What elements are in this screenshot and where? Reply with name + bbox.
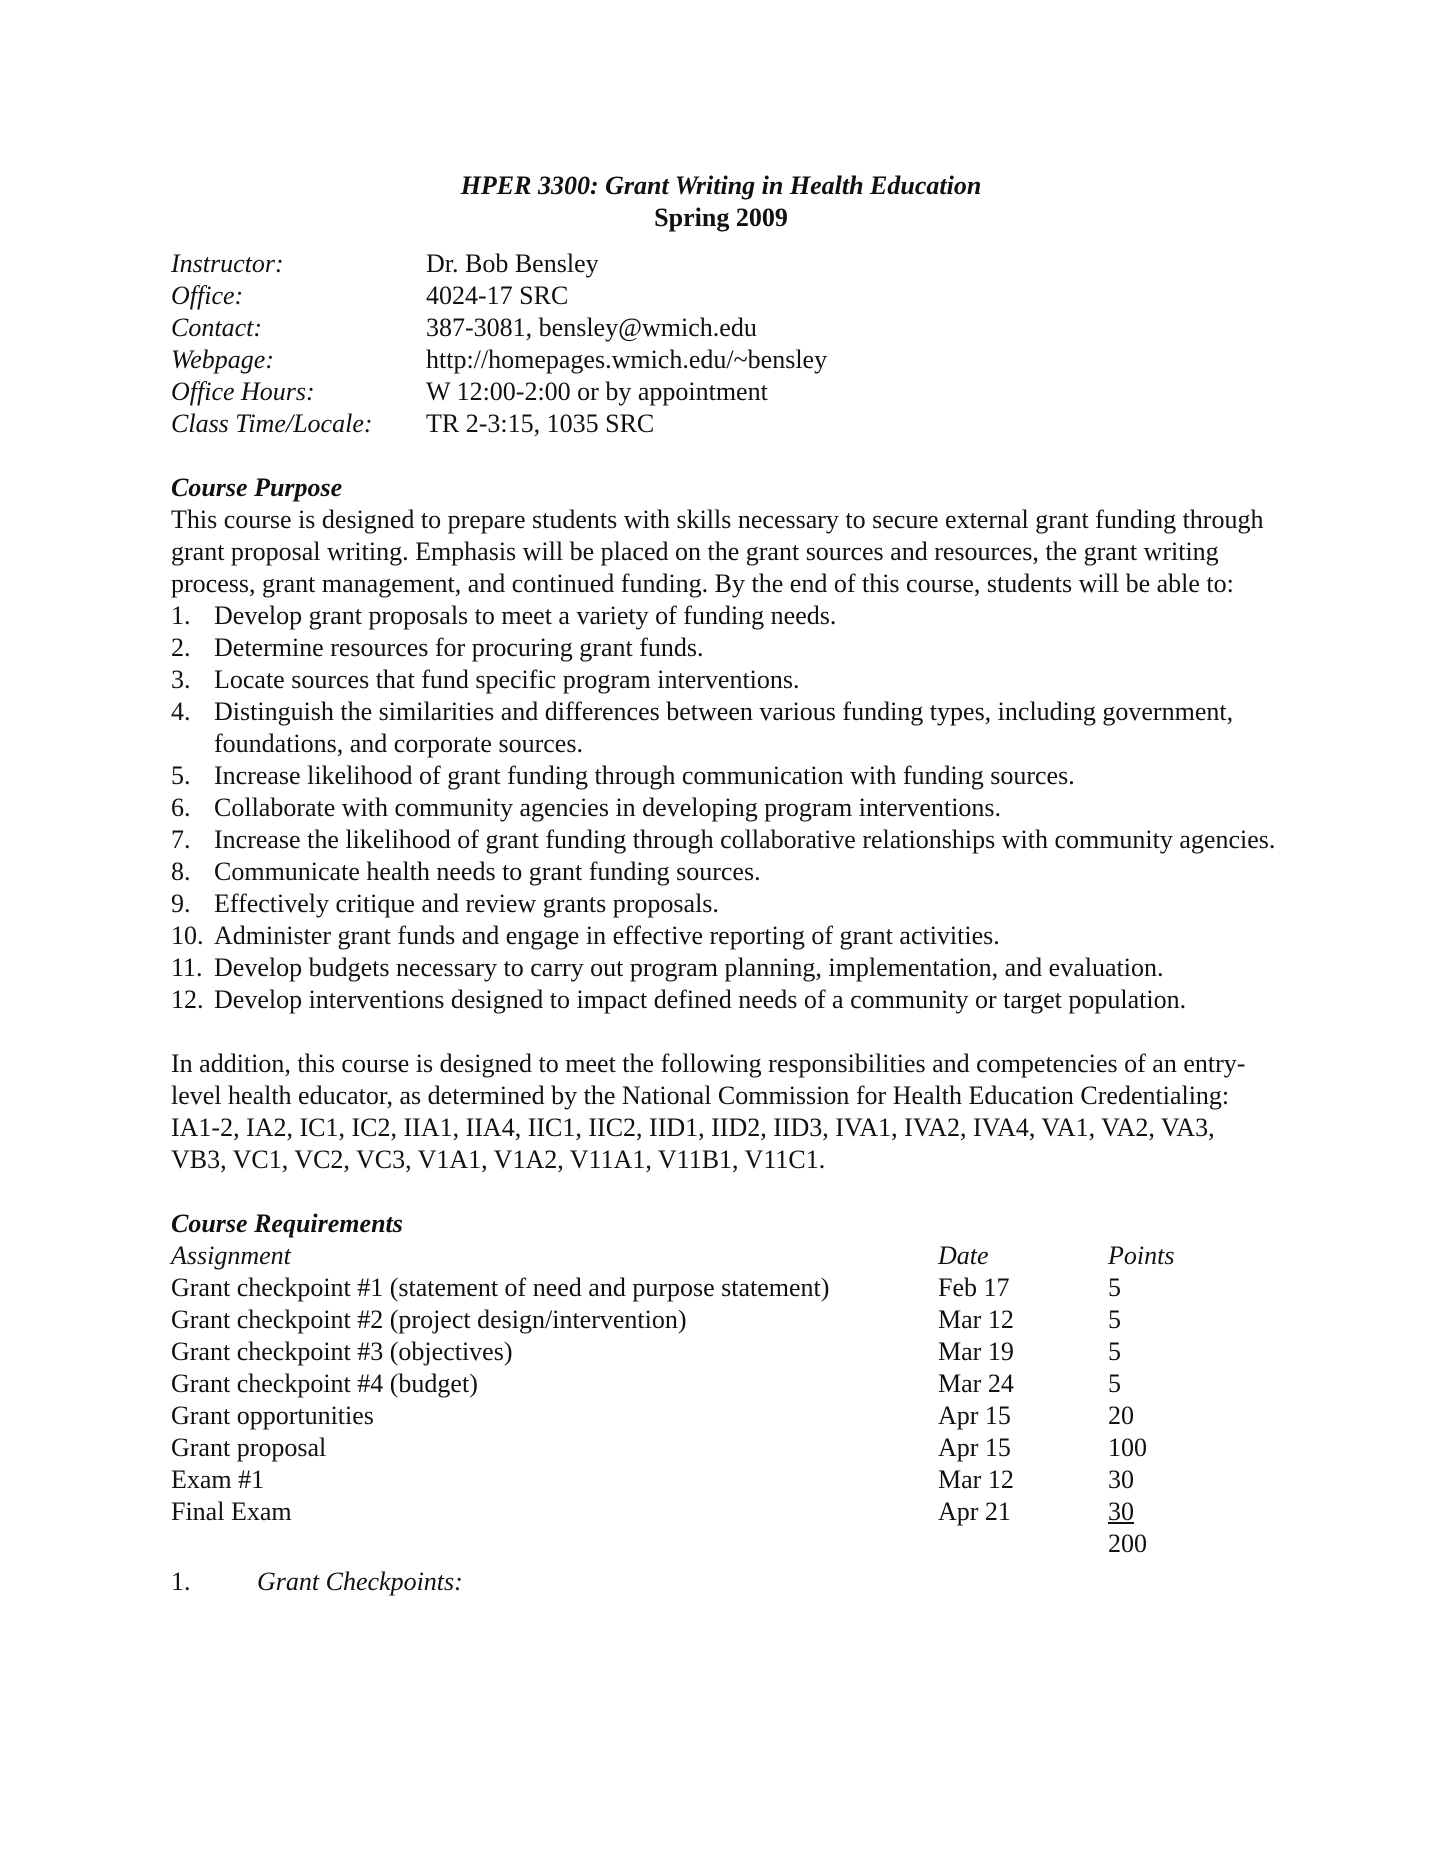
date-cell: Apr 15 [938,1433,1011,1462]
info-value: http://homepages.wmich.edu/~bensley [426,345,828,374]
assignment-cell: Exam #1 [171,1465,265,1494]
list-item [171,696,1291,760]
info-value: 4024-17 SRC [426,281,569,310]
list-text: Increase likelihood of grant funding through communication with funding sources. [214,761,1075,790]
course-purpose-intro: This course is designed to prepare students with skills necessary to secure external grant funding through grant proposal writing. Emphasis will be placed on the grant sources and resources, the grant writing process, grant management, and continued funding. By the end of this course, students will be able to: [171,505,1264,598]
table-header-row [171,1240,1258,1272]
grant-checkpoints-heading [171,1566,1301,1598]
list-number: 10. [171,921,204,950]
list-text: Effectively critique and review grants proposals. [214,889,719,918]
date-cell: Mar 19 [938,1337,1014,1366]
assignment-cell: Grant checkpoint #2 (project design/intervention) [171,1305,687,1334]
points-cell: 30 [1108,1497,1134,1526]
table-row [171,1304,1258,1336]
list-item [171,888,1291,920]
total-row [171,1528,1258,1560]
info-row-webpage [171,344,1301,376]
info-value: 387-3081, bensley@wmich.edu [426,313,757,342]
date-cell: Apr 15 [938,1401,1011,1430]
list-item [171,792,1291,824]
info-value: Dr. Bob Bensley [426,249,599,278]
info-label: Office: [171,281,244,310]
info-value: TR 2-3:15, 1035 SRC [426,409,655,438]
info-label: Instructor: [171,249,284,278]
info-label: Contact: [171,313,262,342]
date-cell: Mar 12 [938,1305,1014,1334]
list-number: 6. [171,793,191,822]
table-row [171,1336,1258,1368]
points-cell: 100 [1108,1433,1147,1462]
info-label: Office Hours: [171,377,315,406]
points-cell: 5 [1108,1337,1121,1366]
assignment-cell: Grant checkpoint #3 (objectives) [171,1337,513,1366]
column-header-date: Date [938,1241,989,1270]
document-title [171,170,1271,234]
list-text: Increase the likelihood of grant funding through collaborative relationships with community agencies. [214,825,1276,854]
assignment-cell: Final Exam [171,1497,292,1526]
list-item [171,952,1291,984]
date-cell: Mar 24 [938,1369,1014,1398]
info-value: W 12:00-2:00 or by appointment [426,377,768,406]
table-row [171,1272,1258,1304]
column-header-assignment: Assignment [171,1241,291,1270]
spacer [171,1016,1301,1048]
list-item [171,632,1291,664]
points-cell: 20 [1108,1401,1134,1430]
info-label: Class Time/Locale: [171,409,373,438]
info-row-office [171,280,1301,312]
empty-cell [171,1528,938,1560]
list-number: 7. [171,825,191,854]
list-number: 1. [171,601,191,630]
list-text: Locate sources that fund specific program interventions. [214,665,800,694]
info-row-office-hours [171,376,1301,408]
table-row [171,1432,1258,1464]
course-purpose-heading: Course Purpose [171,473,343,502]
competencies-paragraph: In addition, this course is designed to meet the following responsibilities and competencies of an entry-level health educator, as determined by the National Commission for Health Education Credentialing: IA1-2, IA2, IC1, IC2, IIA1, IIA4, IIC1, IIC2, IID1, IID2, IID3, IVA1, IVA2, IVA4, VA1, VA2, VA3, VB3, VC1, VC2, VC3, V1A1, V1A2, V11A1, V11B1, V11C1. [171,1049,1246,1174]
list-item [171,984,1291,1016]
date-cell: Mar 12 [938,1465,1014,1494]
requirements-table [171,1240,1258,1560]
list-item [171,664,1291,696]
list-item [171,856,1291,888]
list-text: Communicate health needs to grant funding sources. [214,857,761,886]
list-number: 12. [171,985,204,1014]
info-row-instructor [171,248,1301,280]
syllabus-page [171,170,1301,1598]
course-title: HPER 3300: Grant Writing in Health Education [460,171,982,200]
info-row-contact [171,312,1301,344]
points-total: 200 [1108,1529,1147,1558]
table-row [171,1496,1258,1528]
list-number: 11. [171,953,203,982]
list-text: Develop interventions designed to impact defined needs of a community or target population. [214,985,1187,1014]
course-requirements-heading: Course Requirements [171,1209,403,1238]
points-cell: 5 [1108,1305,1121,1334]
objectives-list [171,600,1291,1016]
list-text: Develop grant proposals to meet a variety of funding needs. [214,601,837,630]
assignment-cell: Grant opportunities [171,1401,374,1430]
list-number: 3. [171,665,191,694]
list-number: 8. [171,857,191,886]
info-row-class-time [171,408,1301,440]
list-number: 9. [171,889,191,918]
points-cell: 5 [1108,1369,1121,1398]
list-item [171,920,1291,952]
column-header-points: Points [1108,1241,1175,1270]
list-text: Administer grant funds and engage in effective reporting of grant activities. [214,921,1000,950]
points-cell: 5 [1108,1273,1121,1302]
list-text: Develop budgets necessary to carry out program planning, implementation, and evaluation. [214,953,1164,982]
term: Spring 2009 [654,203,788,232]
list-number: 5. [171,761,191,790]
list-item [171,600,1291,632]
date-cell: Feb 17 [938,1273,1010,1302]
assignment-cell: Grant checkpoint #4 (budget) [171,1369,478,1398]
list-text: Grant Checkpoints: [257,1567,463,1596]
list-number: 4. [171,697,191,726]
table-row [171,1368,1258,1400]
list-text: Determine resources for procuring grant funds. [214,633,704,662]
list-text: Collaborate with community agencies in developing program interventions. [214,793,1002,822]
table-row [171,1464,1258,1496]
assignment-cell: Grant proposal [171,1433,327,1462]
table-row [171,1400,1258,1432]
list-number: 1. [171,1567,191,1596]
empty-cell [938,1528,1108,1560]
list-text: Distinguish the similarities and differences between various funding types, including government, foundations, and corporate sources. [214,697,1234,758]
list-number: 2. [171,633,191,662]
date-cell: Apr 21 [938,1497,1011,1526]
points-cell: 30 [1108,1465,1134,1494]
list-item [171,760,1291,792]
assignment-cell: Grant checkpoint #1 (statement of need and purpose statement) [171,1273,830,1302]
course-info [171,248,1301,440]
list-item [171,824,1291,856]
info-label: Webpage: [171,345,275,374]
